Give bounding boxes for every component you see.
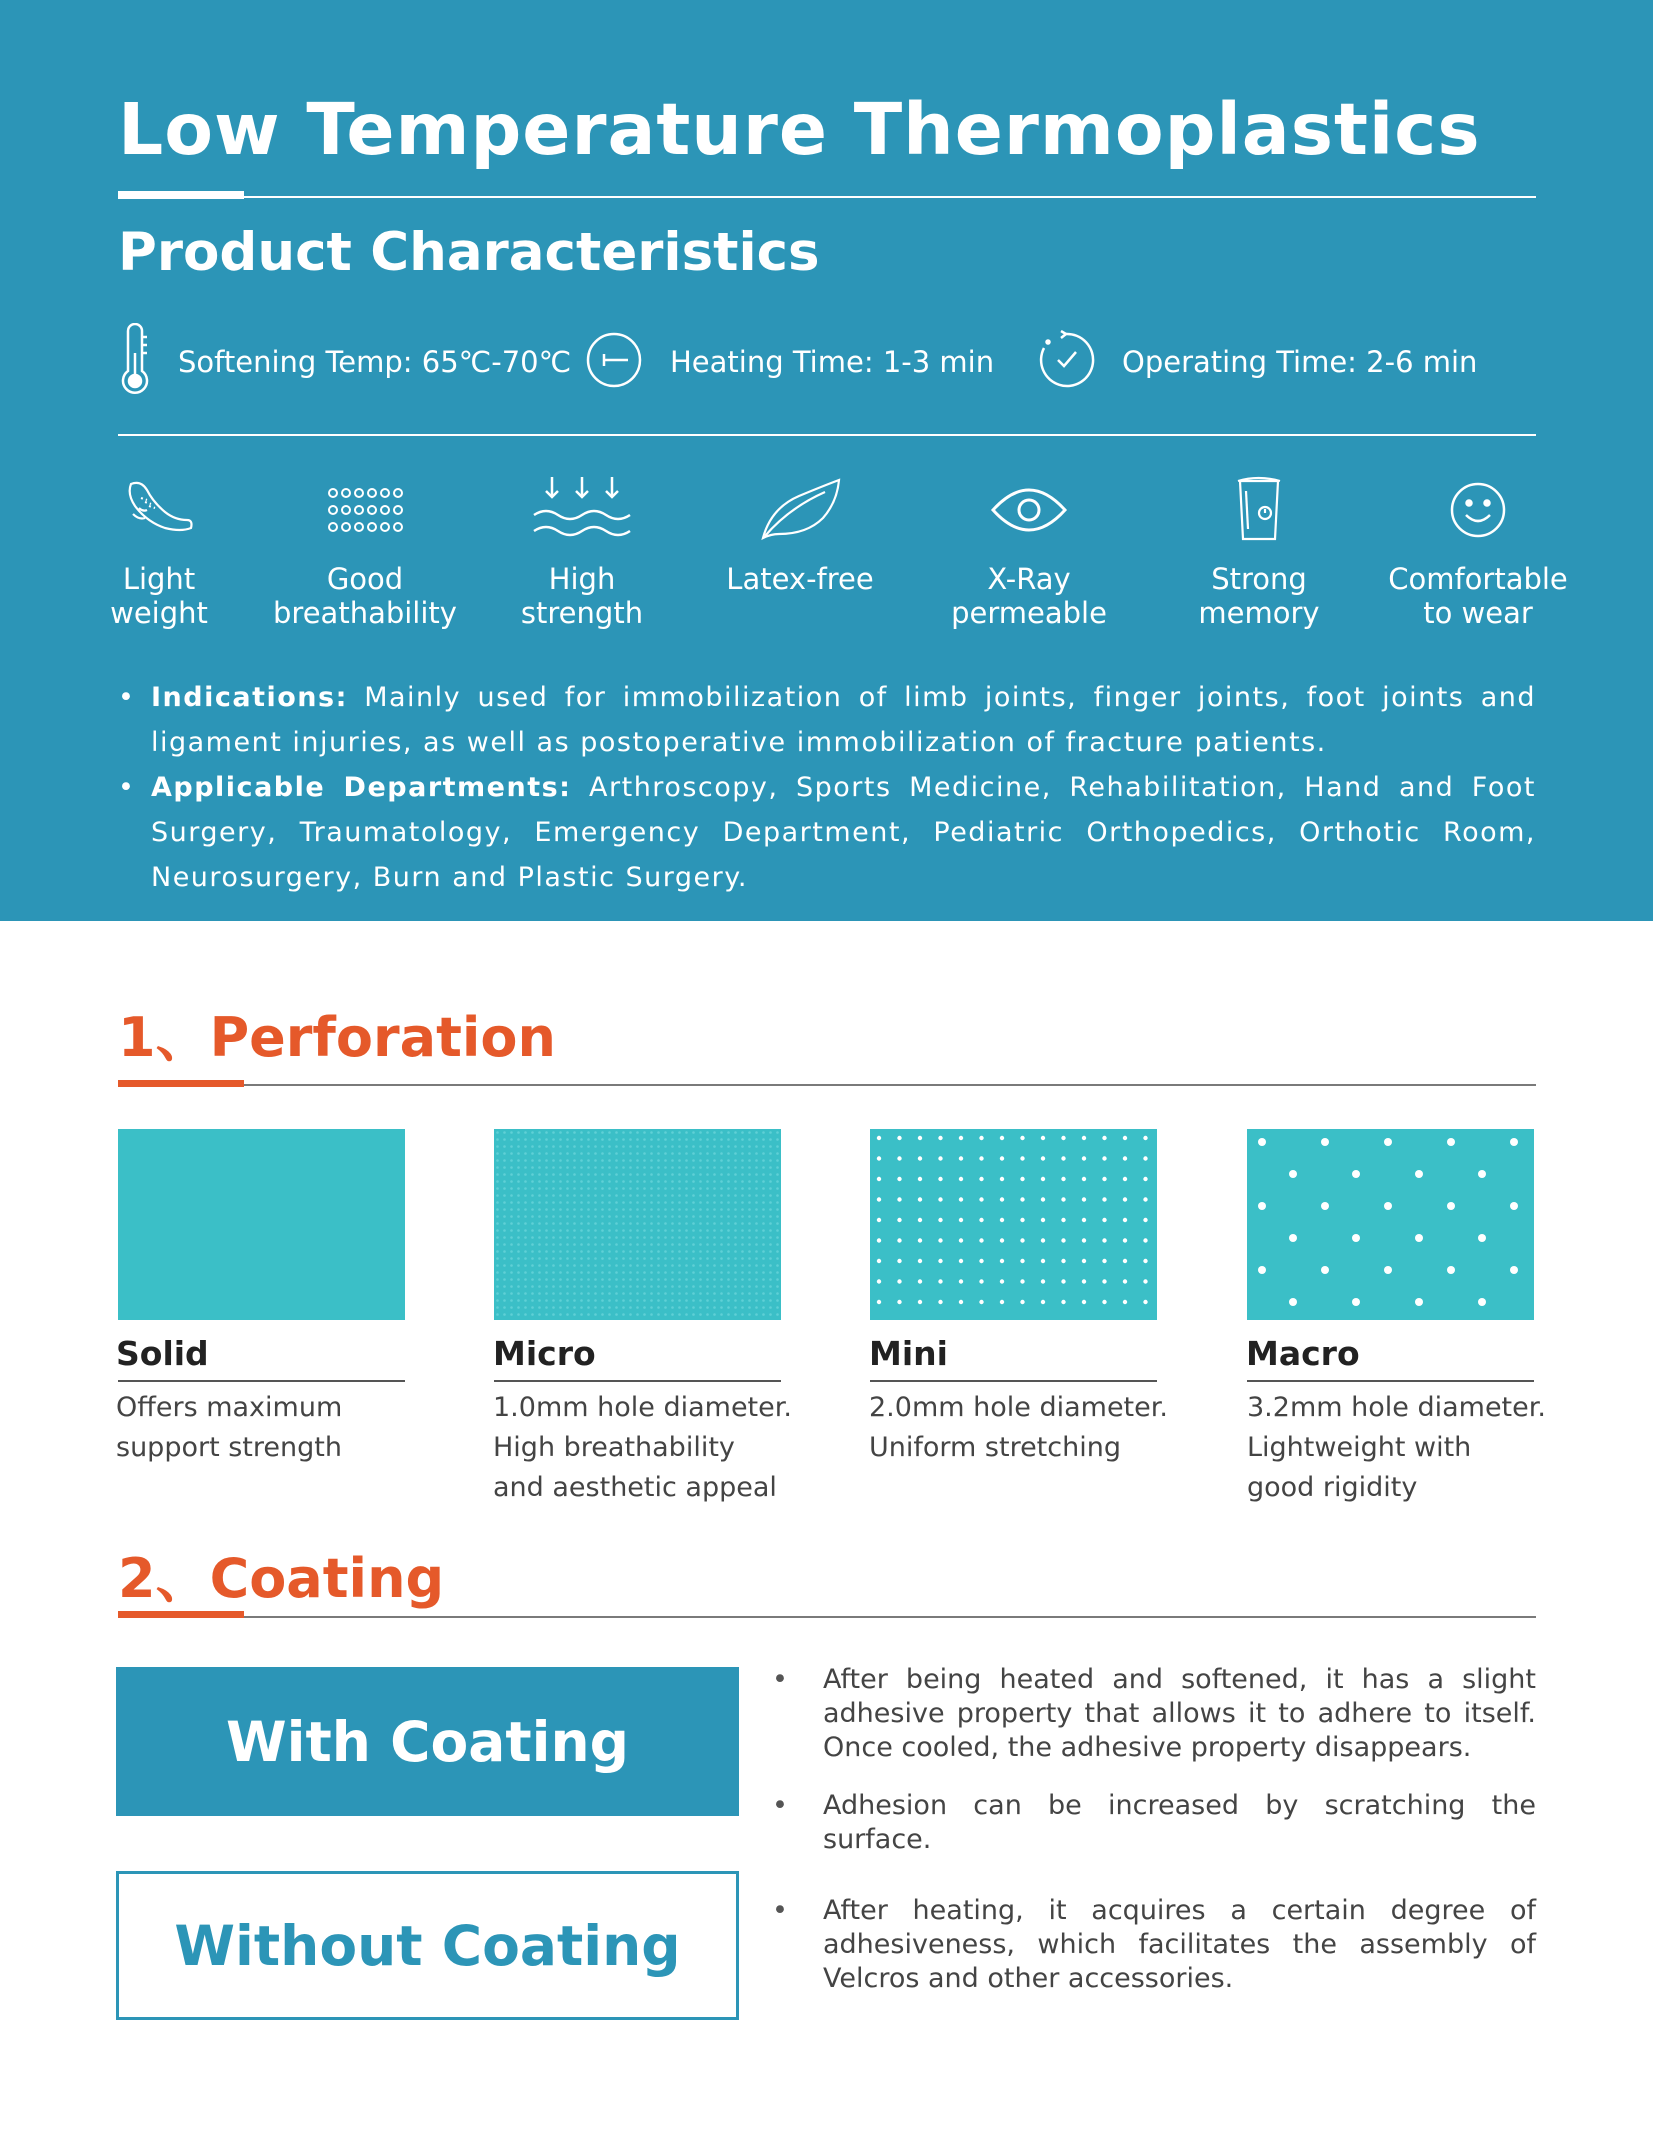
timer-icon	[1036, 330, 1096, 395]
with-coating-box: With Coating	[116, 1667, 739, 1816]
feature-label: Comfortable to wear	[1388, 562, 1568, 630]
coating-note: • Adhesion can be increased by scratching the surface.	[770, 1789, 1536, 1857]
perforation-desc: 2.0mm hole diameter. Uniform stretching	[869, 1392, 1168, 1463]
coating-heading: 2、Coating	[118, 1547, 445, 1610]
info-bullets	[118, 675, 1536, 900]
thermometer-icon	[118, 323, 152, 402]
memory-cup-icon	[1164, 470, 1354, 550]
feature-light-weight	[64, 470, 254, 630]
spec-softening-temp	[118, 322, 571, 402]
swatch-micro	[494, 1129, 781, 1320]
feature-label: High strength	[520, 562, 644, 630]
feature-comfortable	[1383, 470, 1573, 630]
spec-heating-time	[584, 322, 994, 402]
spec-row	[0, 322, 1653, 402]
coating-note: • After being heated and softened, it has a slight adhesive property that allows it to adhere to itself. Once cooled, the adhesive property disappears.	[770, 1663, 1536, 1765]
departments-label: Applicable Departments:	[151, 772, 572, 803]
feather-weight-icon	[64, 470, 254, 550]
spec-text: Operating Time: 2-6 min	[1122, 345, 1478, 379]
coating-note: • After heating, it acquires a certain degree of adhesiveness, which facilitates the assembly of Velcros and other accessories.	[770, 1894, 1536, 1996]
spec-text: Heating Time: 1-3 min	[670, 345, 995, 379]
indications-bullet	[118, 675, 1536, 765]
swatch-macro	[1247, 1129, 1534, 1320]
leaf-icon	[705, 470, 895, 550]
indications-label: Indications:	[151, 682, 348, 713]
departments-text: Arthroscopy, Sports Medicine, Rehabilitation, Hand and Foot Surgery, Traumatology, Emergency Department, Pediatric Orthopedics, Orthotic Room, Neurosurgery, Burn and Plastic Surgery.	[151, 772, 1536, 893]
feature-label: Light weight	[110, 562, 208, 630]
feature-high-strength	[487, 470, 677, 630]
perforation-desc: Offers maximum support strength	[116, 1392, 343, 1463]
perforation-name: Micro	[493, 1334, 596, 1373]
heating-time-icon	[584, 330, 644, 395]
perforation-accent-bar	[118, 1080, 244, 1087]
spec-text: Softening Temp: 65℃-70℃	[178, 345, 572, 379]
feature-strong-memory	[1164, 470, 1354, 630]
perforation-heading: 1、Perforation	[118, 1006, 556, 1069]
with-coating-notes	[770, 1663, 1536, 1857]
title-accent-bar	[118, 191, 244, 199]
features-divider	[118, 434, 1536, 436]
feature-breathability	[270, 470, 460, 630]
swatch-solid	[118, 1129, 405, 1320]
perforation-rule	[494, 1380, 781, 1382]
section-subtitle: Product Characteristics	[118, 222, 820, 283]
perforation-name: Solid	[116, 1334, 209, 1373]
coating-divider	[118, 1616, 1536, 1618]
eye-icon	[934, 470, 1124, 550]
perforation-rule	[870, 1380, 1157, 1382]
swatch-mini	[870, 1129, 1157, 1320]
perforation-desc: 1.0mm hole diameter. High breathability and aesthetic appeal	[493, 1392, 792, 1503]
without-coating-box: Without Coating	[116, 1871, 739, 2020]
feature-label: X-Ray permeable	[951, 562, 1107, 630]
perforation-rule	[1247, 1380, 1534, 1382]
header-panel	[0, 0, 1653, 921]
dot-grid-icon	[270, 470, 460, 550]
smiley-icon	[1383, 470, 1573, 550]
without-coating-notes	[770, 1894, 1536, 1996]
indications-text: Mainly used for immobilization of limb joints, finger joints, foot joints and ligament injuries, as well as postoperative immobilization of fracture patients.	[151, 682, 1536, 758]
feature-label: Strong memory	[1198, 562, 1320, 630]
title-divider	[118, 196, 1536, 198]
feature-xray	[934, 470, 1124, 630]
coating-accent-bar	[118, 1611, 244, 1618]
page-title: Low Temperature Thermoplastics	[118, 88, 1481, 171]
perforation-name: Macro	[1246, 1334, 1360, 1373]
perforation-divider	[118, 1084, 1536, 1086]
feature-label: Good breathability	[273, 562, 457, 630]
perforation-name: Mini	[869, 1334, 948, 1373]
perforation-desc: 3.2mm hole diameter. Lightweight with good rigidity	[1247, 1392, 1546, 1503]
spec-operating-time	[1036, 322, 1477, 402]
feature-label: Latex-free	[726, 562, 874, 596]
strength-arrows-icon	[487, 470, 677, 550]
feature-latex-free	[705, 470, 895, 596]
perforation-rule	[118, 1380, 405, 1382]
departments-bullet	[118, 765, 1536, 900]
